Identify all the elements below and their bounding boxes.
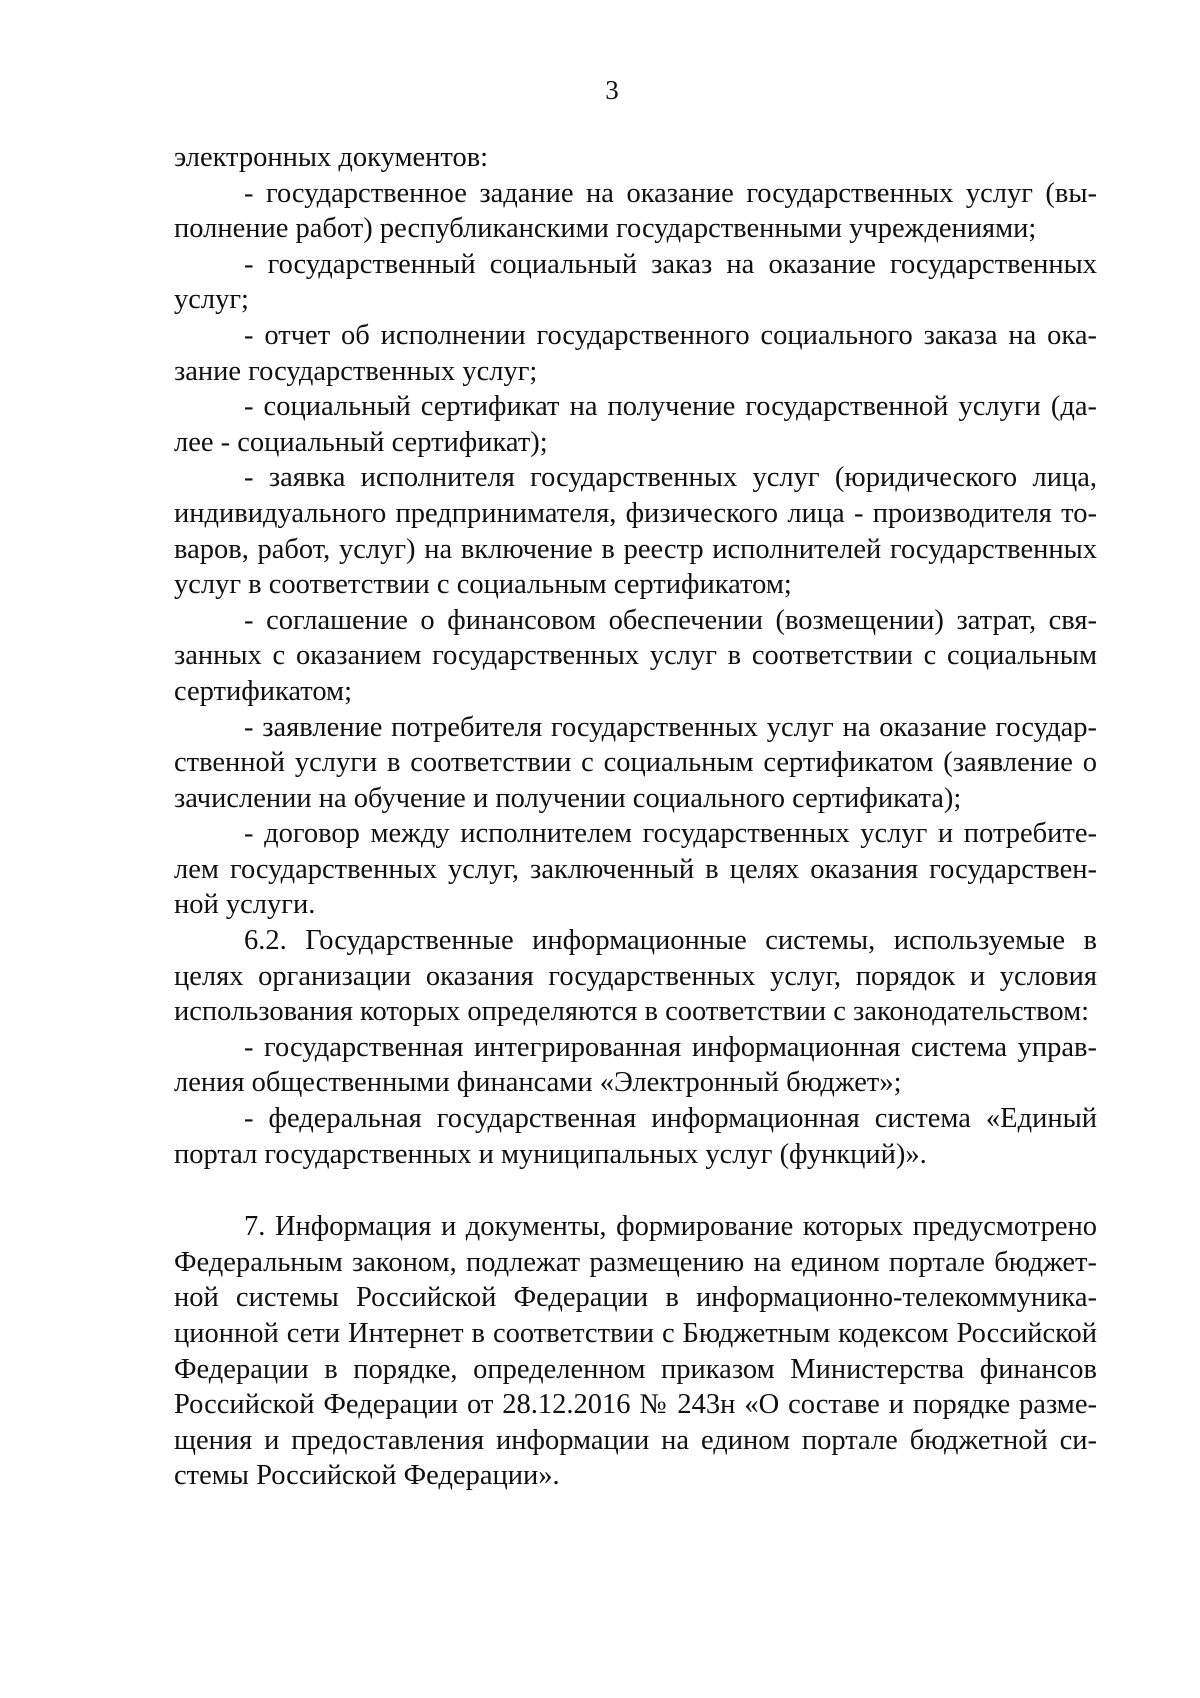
page-number: 3 bbox=[605, 75, 619, 105]
list-item-social-certificate: - социальный сертификат на получение государственной услуги (далее - социальный сертификат); bbox=[174, 391, 1097, 458]
list-item-provider-application: - заявка исполнителя государственных услуг (юридического лица, индивидуального предпринимателя, физического лица - производителя товаров, работ, услуг) на включение в реестр исполнителей государственных услуг в соответствии с социальным сертификатом; bbox=[174, 462, 1097, 601]
list-item-order-report: - отчет об исполнении государственного социального заказа на оказание государственных услуг; bbox=[174, 319, 1097, 387]
list-item-funding-agreement: - соглашение о финансовом обеспечении (возмещении) затрат, связанных с оказанием государственных услуг в соответствии с социальным сертификатом; bbox=[174, 604, 1097, 707]
list-item-contract: - договор между исполнителем государственных услуг и потребителем государственных услуг, заключенный в целях оказания государственной услуги. bbox=[174, 818, 1097, 921]
list-item-electronic-budget: - государственная интегрированная информационная система управления общественными финансами «Электронный бюджет»; bbox=[174, 1031, 1097, 1099]
document-body bbox=[174, 140, 1097, 1494]
list-item-social-order: - государственный социальный заказ на оказание государственных услуг; bbox=[174, 248, 1097, 316]
list-item-consumer-application: - заявление потребителя государственных услуг на оказание государственной услуги в соответствии с социальным сертификатом (заявление о зачислении на обучение и получении социального сертификата); bbox=[174, 711, 1097, 814]
list-item-state-assignment: - государственное задание на оказание государственных услуг (выполнение работ) республиканскими государственными учреждениями; bbox=[174, 177, 1097, 245]
paragraph-intro: электронных документов: bbox=[174, 142, 489, 173]
section-6-2: 6.2. Государственные информационные системы, используемые в целях организации оказания государственных услуг, порядок и условия использования которых определяются в соответствии с законодательством: bbox=[174, 925, 1097, 1028]
list-item-unified-portal: - федеральная государственная информационная система «Единый портал государственных и муниципальных услуг (функций)». bbox=[174, 1103, 1097, 1170]
section-7: 7. Информация и документы, формирование которых предусмотрено Федеральным законом, подлежат размещению на едином портале бюджетной системы Российской Федерации в информационно-телекоммуникационной сети Интернет в соответствии с Бюджетным кодексом Российской Федерации в порядке, определенном приказом Министерства финансов Российской Федерации от 28.12.2016 № 243н «О составе и порядке размещения и предоставления информации на едином портале бюджетной системы Российской Федерации». bbox=[174, 1211, 1097, 1492]
